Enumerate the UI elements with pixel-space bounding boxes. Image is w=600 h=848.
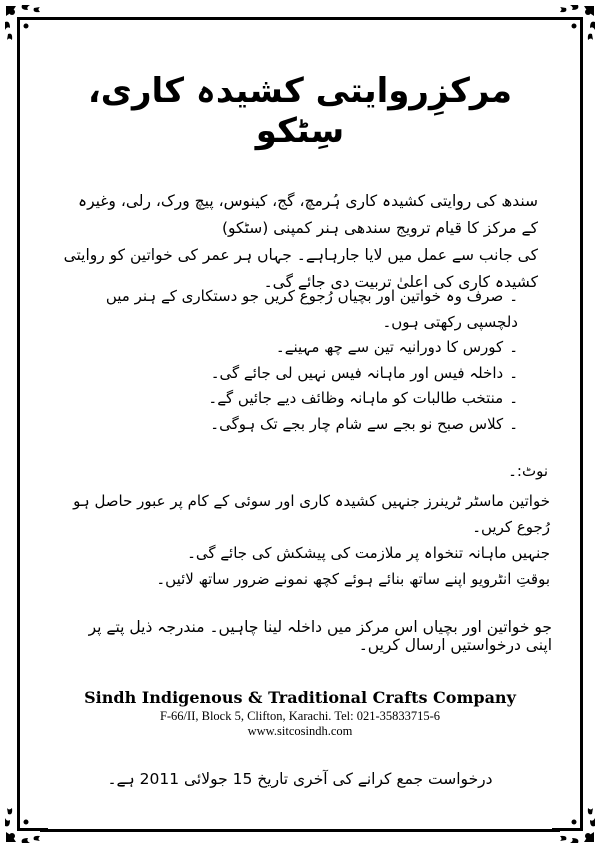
application-instruction: جو خواتین اور بچیاں اس مرکز میں داخلہ لینا چاہیں۔ مندرجہ ذیل پتے پر اپنی درخواستیں ارسال کریں۔ xyxy=(88,618,552,654)
list-item: ۔صرف وہ خواتین اور بچیاں رُجوع کریں جو دستکاری کے ہنر میں دلچسپی رکھتی ہوں۔ xyxy=(105,287,518,331)
note-heading: نوٹ:۔ xyxy=(508,462,548,480)
intro-line: کی جانب سے عمل میں لایا جارہاہے۔ جہاں ہر عمر کی خواتین کو روایتی کشیدہ کاری کی اعلیٰ تربیت دی جائے گی۔ xyxy=(63,246,538,291)
requirements-list xyxy=(60,284,518,437)
intro-line: سندھ کی روایتی کشیدہ کاری ہُرمچ، گج، کینوس، پیچ ورک، رلی، وغیرہ کے مرکز کا قیام ترویج سندھی ہنر کمپنی (سٹکو) xyxy=(78,192,538,237)
note-item: خواتین ماسٹر ٹرینرز جنہیں کشیدہ کاری اور سوئی کے کام پر عبور حاصل ہو رُجوع کریں۔ xyxy=(73,492,550,536)
note-item: جنہیں ماہانہ تنخواہ پر ملازمت کی پیشکش کی جائے گی۔ xyxy=(187,544,550,562)
corner-ornament-icon xyxy=(552,800,598,846)
bullet-marker: ۔ xyxy=(509,287,518,305)
page-border-top xyxy=(40,17,560,20)
bullet-marker: ۔ xyxy=(509,338,518,356)
company-name: Sindh Indigenous & Traditional Crafts Company xyxy=(84,688,516,707)
page-border-bottom xyxy=(40,829,560,832)
corner-ornament-icon xyxy=(552,2,598,48)
company-address: F-66/II, Block 5, Clifton, Karachi. Tel: 021-35833715-6 xyxy=(159,709,441,723)
corner-ornament-icon xyxy=(2,800,48,846)
list-item: ۔کورس کا دورانیہ تین سے چھ مہینے۔ xyxy=(275,338,518,356)
company-website[interactable]: www.sitcosindh.com xyxy=(247,724,353,738)
bullet-marker: ۔ xyxy=(509,414,518,433)
list-item: ۔داخلہ فیس اور ماہانہ فیس نہیں لی جائے گی۔ xyxy=(210,363,518,382)
deadline-notice: درخواست جمع کرانے کی آخری تاریخ 15 جولائی 2011 ہے۔ xyxy=(107,770,493,788)
list-item: ۔کلاس صبح نو بجے سے شام چار بجے تک ہوگی۔ xyxy=(210,414,518,433)
corner-ornament-icon xyxy=(2,2,48,48)
list-item: ۔منتخب طالبات کو ماہانہ وظائف دیے جائیں گے۔ xyxy=(208,389,518,407)
intro-paragraph xyxy=(60,188,538,296)
notes-list xyxy=(60,488,550,592)
page-title: مرکزِروایتی کشیدہ کاری، سِٹکو xyxy=(87,71,513,151)
bullet-marker: ۔ xyxy=(509,363,518,382)
bullet-marker: ۔ xyxy=(509,389,518,407)
note-item: بوقتِ انٹرویو اپنے ساتھ بنائے ہوئے کچھ نمونے ضرور ساتھ لائیں۔ xyxy=(156,570,550,588)
